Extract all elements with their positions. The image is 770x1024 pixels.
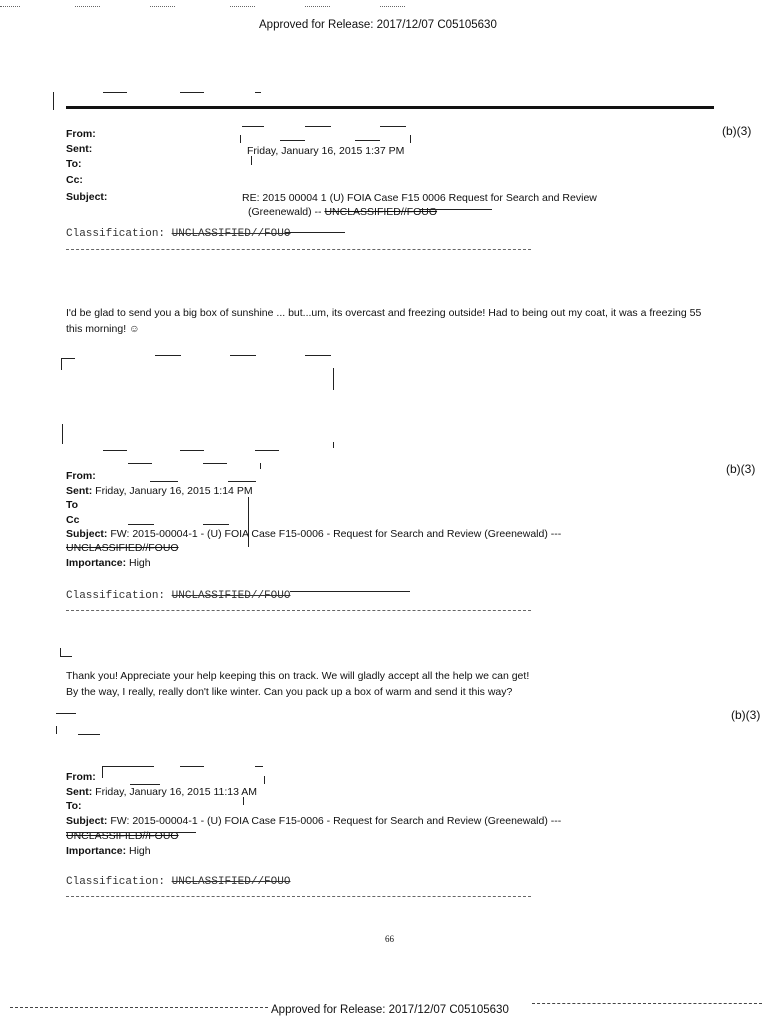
redaction-line	[130, 784, 160, 785]
redaction-line	[102, 766, 154, 767]
subject-line	[66, 815, 561, 827]
redaction-line	[60, 648, 61, 656]
classification-label: Classification:	[66, 876, 166, 888]
subject-label: Subject:	[66, 191, 108, 203]
sent-label: Sent:	[66, 485, 93, 497]
header-separator	[66, 106, 714, 109]
redaction-line	[264, 776, 265, 784]
to-label: To:	[66, 800, 82, 812]
exemption-marker: (b)(3)	[726, 462, 756, 476]
exemption-marker: (b)(3)	[731, 708, 761, 722]
message-body-line: By the way, I really, really don't like winter. Can you pack up a box of warm and send it this way?	[66, 686, 513, 698]
scan-artifact-dots	[75, 6, 100, 7]
redaction-line	[240, 135, 241, 143]
message-body: I'd be glad to send you a big box of sunshine ... but...um, its overcast and freezing outside! Had to being out my coat, it was a freezing 55 this morning! ☺	[66, 307, 702, 335]
redaction-line	[251, 156, 252, 165]
release-header: Approved for Release: 2017/12/07 C05105630	[259, 19, 497, 31]
sent-line	[66, 786, 257, 798]
importance-label: Importance:	[66, 557, 127, 569]
message-body-line: Thank you! Appreciate your help keeping this on track. We will gladly accept all the help we can get!	[66, 670, 530, 682]
redaction-line	[102, 766, 103, 778]
importance-line	[66, 845, 151, 857]
sent-label: Sent:	[66, 786, 93, 798]
subject-label: Subject:	[66, 528, 108, 540]
redaction-line	[180, 450, 204, 451]
classification-label: Classification:	[66, 228, 166, 240]
sent-value: Friday, January 16, 2015 1:14 PM	[95, 485, 253, 497]
redaction-line	[61, 358, 62, 370]
subject-text: (Greenewald) --	[248, 206, 322, 218]
sent-value: Friday, January 16, 2015 11:13 AM	[95, 786, 258, 798]
redaction-line	[243, 797, 244, 805]
redaction-line	[305, 355, 331, 356]
redaction-line	[66, 832, 196, 833]
sent-value: Friday, January 16, 2015 1:37 PM	[247, 145, 405, 157]
redaction-line	[150, 481, 178, 482]
subject-line	[66, 528, 561, 540]
importance-line	[66, 557, 151, 569]
redaction-line	[128, 463, 152, 464]
redaction-line	[103, 92, 127, 93]
classification-rule	[66, 896, 531, 897]
redaction-line	[60, 656, 72, 657]
subject-classification: UNCLASSIFIED//FOUO	[66, 542, 179, 554]
redaction-line	[305, 126, 331, 127]
scan-artifact-dots	[150, 6, 175, 7]
redaction-line	[255, 92, 261, 93]
redaction-line	[203, 463, 227, 464]
redaction-line	[260, 463, 261, 469]
subject-value: FW: 2015-00004-1 - (U) FOIA Case F15-0006 - Request for Search and Review (Greenewald) ---	[110, 815, 562, 827]
scan-artifact-dots	[305, 6, 330, 7]
redaction-line	[285, 232, 345, 233]
classification-value: UNCLASSIFIED//FOUO	[171, 228, 291, 240]
scan-artifact-dots	[230, 6, 255, 7]
from-label: From:	[66, 470, 96, 482]
redaction-line	[56, 713, 76, 714]
classification-strikethrough: UNCLASSIFIED//FOUO	[324, 206, 438, 218]
redaction-line	[78, 734, 100, 735]
classification-rule	[66, 249, 531, 250]
classification-line	[66, 228, 290, 240]
cc-label: Cc:	[66, 174, 83, 186]
from-label: From:	[66, 128, 96, 140]
redaction-line	[228, 481, 256, 482]
classification-value: UNCLASSIFIED//FOUO	[171, 590, 291, 602]
importance-value: High	[129, 845, 151, 857]
classification-line	[66, 590, 290, 602]
redaction-line	[62, 424, 63, 444]
subject-classification: UNCLASSIFIED//FOUO	[66, 830, 179, 842]
redaction-line	[155, 355, 181, 356]
redaction-line	[242, 126, 264, 127]
redaction-line	[128, 524, 154, 525]
scan-artifact-dots	[0, 6, 20, 7]
subject-value: FW: 2015-00004-1 - (U) FOIA Case F15-0006 - Request for Search and Review (Greenewald) ---	[110, 528, 562, 540]
redaction-line	[420, 209, 492, 210]
subject-value: RE: 2015 00004 1 (U) FOIA Case F15 0006 Request for Search and Review	[242, 192, 597, 204]
redaction-line	[61, 358, 75, 359]
redaction-line	[255, 766, 263, 767]
redaction-line	[380, 126, 406, 127]
classification-label: Classification:	[66, 590, 166, 602]
redaction-line	[203, 524, 229, 525]
classification-rule	[66, 610, 531, 611]
redaction-line	[355, 140, 380, 141]
redaction-line	[180, 766, 204, 767]
redaction-line	[410, 135, 411, 143]
importance-label: Importance:	[66, 845, 127, 857]
exemption-marker: (b)(3)	[722, 124, 752, 138]
redaction-line	[180, 92, 204, 93]
classification-line	[66, 876, 290, 888]
cc-label: Cc	[66, 514, 80, 526]
redaction-line	[230, 355, 256, 356]
redaction-line	[280, 140, 305, 141]
from-label: From:	[66, 771, 96, 783]
redaction-line	[333, 368, 334, 390]
redaction-line	[290, 591, 410, 592]
sent-line	[66, 485, 253, 497]
subject-value-cont	[248, 206, 437, 218]
page-number: 66	[385, 934, 394, 944]
release-footer: Approved for Release: 2017/12/07 C05105630	[271, 1004, 509, 1016]
redaction-line	[53, 92, 54, 110]
to-label: To	[66, 499, 79, 511]
redaction-line	[56, 726, 57, 734]
importance-value: High	[129, 557, 151, 569]
sent-label: Sent:	[66, 143, 93, 155]
classification-value: UNCLASSIFIED//FOUO	[171, 876, 291, 888]
footer-rule	[10, 1007, 268, 1008]
to-label: To:	[66, 158, 82, 170]
scan-artifact-dots	[380, 6, 405, 7]
footer-rule	[532, 1003, 762, 1004]
subject-label: Subject:	[66, 815, 108, 827]
redaction-line	[255, 450, 279, 451]
redaction-line	[333, 442, 334, 448]
redaction-line	[103, 450, 127, 451]
